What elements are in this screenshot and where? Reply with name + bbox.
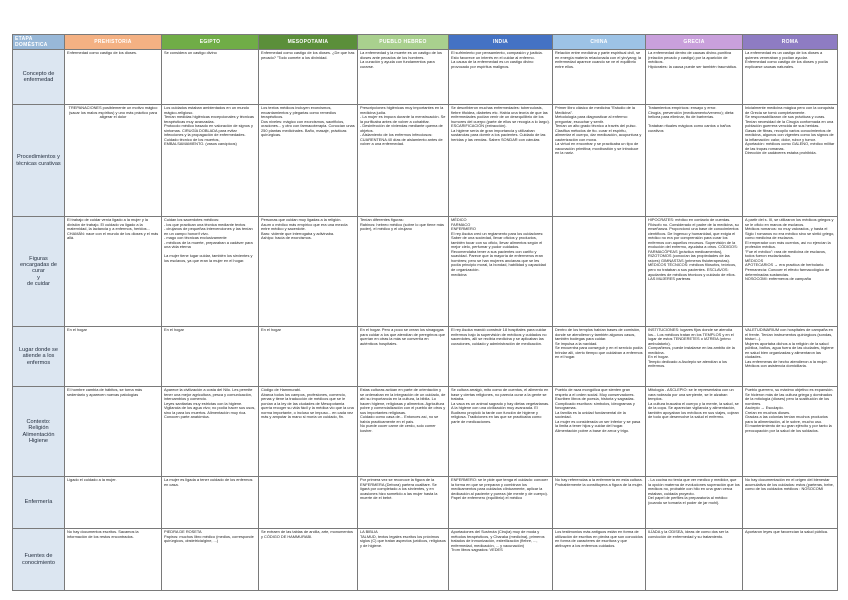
table-cell: Los cuidados estaban ambientados en un mundo mágico-religioso. Tenían medidas higiénicas excepcionales y técnicas terapéuticas muy avanzadas. Protocolo médico basado en valoración de signos y síntomas. CIRUGÍA DOBLADA para evitar infecciones y la propagación de enfermedades. Cuidado técnico de los muertos, EMBALSAMAMIENTO. (vasos canópicos) (162, 105, 259, 217)
table-cell (553, 217, 646, 327)
table-cell: Aparece la civilización a costa del Nilo. Les permite tener una mejor agricultura, pesca y comunicación, intercambios y comercio. Leyes sanitarias muy estrictas con la higiene. Vigilancia de los agua vivo; no podía hacer sus usos, sino la para los muertos. Alimentación muy rica. Conocen parte anatómica. (162, 387, 259, 477)
table-cell: En el hogar (65, 327, 162, 387)
table-cell: ILÍADA y la ODISEA, ideas de como dos ser la convicción de enfermedad y su tratamiento. (646, 529, 743, 591)
table-cell: La mujer es ligada a tener cuidado de los enfermos en casa. (162, 477, 259, 529)
table-cell: Se cultura arraigó, mito como de cuentos, el alimento en base y ciertas religiones, no parecía curar a la gente se trataba. La vaca es un animal sagrado y hay dietas vegetarianas. A la higiene con una civilización muy avanzada. El Budismo propició la tarde con función de higiene y religiosa. Tradiciones en las que se practicaba como parte de medicaciones. (449, 387, 553, 477)
table-cell: ENFERMERO: se le pide que tenga el cuidado: conocer la forma en que se preparan y combinan los medicamentos para cuidados clinicamente, aplicar la dedicación al paciente y pureza (de mente y de cuerpo). Papel de enfermero (equilibrio) el médico (449, 477, 553, 529)
table-cell: Prescripciones higiénicas muy importantes en la medicina judía. - La mujer es impura durante la menstruación. Se la purificaba antes de volver a cohabitar. - Desinfección de viviendas mediante quema de objetos. - Aislamiento de los enfermos infecciosos: CUARENTENA 40 días de aislamiento antes de volver a una enfermedad. (358, 105, 449, 217)
table-cell: En el hogar (259, 327, 358, 387)
table-cell: INSTITUCIONES: lugares fijos donde se atendía los... Los médicos tratan en los TEMPLOS y en el lugar de estos TENDERETES o IATREIA (primo ambulatorio). Compañeros, puede instalarse en las ambito de la medicina. En el hogar. Templo dedicado a Asclepio se atendían a los enfermos. (646, 327, 743, 387)
table-cell (259, 477, 358, 529)
row-label-contexto: Contexto: Religión Alimentación Higiene (13, 387, 65, 477)
table-cell: Los textos médicos incluyen exorcismos, encantamientos y plegarias como remedios terapéuticos. Dos niveles: mágico con exorcismos, sacrificios, oraciones... y otro con farmacoterapia. Conocían unas 250 plantas medicinales. Baño, masaje, prácticas quirúrgicas. (259, 105, 358, 217)
table-cell: PIEDRA DE ROSETA Papiros: muchos libro médico (medios, corresponde quirúrgicos, obstetricia/gine, ...) (162, 529, 259, 591)
header-pueblo-hebreo: PUEBLO HEBREO (358, 35, 449, 50)
table-cell: En el hogar (162, 327, 259, 387)
table-row (13, 327, 838, 387)
table-row (13, 50, 838, 105)
table-cell: No hay documentación en el origen del bienestar acumulativa de los cuidados: estos (parteras, bebe, como de los cuidados médicos : NOSOCOMI (743, 477, 838, 529)
table-cell: El hombre cambia de hábitos, se torna más sedentario y aparecen nuevas patologías (65, 387, 162, 477)
row-label-procedimientos: Procedimientos y técnicas curativas (13, 105, 65, 217)
table-cell: El sufrimiento por pensamiento, compasión y justicia. Esto favorece un interés en el cuidar al enfermo. La causa de la enfermedad es un castigo divino provocado por espíritus malignos. (449, 50, 553, 105)
table-cell: En el hogar. Pero a poco se crean los sinagogas para cuidar a los que atendían de peregrinos que querían en otras la más se convertía en auténticos hospitales. (358, 327, 449, 387)
table-cell: VALETUDINARIUM con hospitales de campaña en el frente. Tenían instrumentos quirúrgicos (sondas, bisturí...). Mujeres aportaba dichos a la religión de la salud pública, baños, agua fuera de las ciudades, higiene en salud bien organizadas y alimentaron las ciudades. Las enfermeras de hecho atendieron a la mujer. Médicos con asistencia domiciliaria. (743, 327, 838, 387)
table-row (13, 217, 838, 327)
row-label-enfermeria: Enfermería (13, 477, 65, 529)
table-cell: La enfermedad es un castigo de los dioses a quienes veneraban y podían ayudar. Enfermedad como castigo de los dioses y podía explicarse causas naturales. (743, 50, 838, 105)
header-mesopotamia: MESOPOTAMIA (259, 35, 358, 50)
table-cell: La enfermedad y la muerte es un castigo de los dioses ante pecados de los hombres. La curación y ayuda con fundamentos para curarse. (358, 50, 449, 105)
table-cell: MÉDICO FARMACO ENFERMERO El rey Asoka creó un reglamento para los cuidadores: Saber de una sociedad, llevar oficios y productos, también tocar con su oficio, llevar alimentos según el mejor cielo, perfumar y pudor cuidados. Recomendaba tener a sus pacientes con cariño y suavidad. Parece que la mayoría de enfermeros eran hombres; pero se han mujeres ancianas que se les podía principio moral, la bondad, habilidad y capacidad de organización. medicina (449, 217, 553, 327)
table-cell: La enfermedad dentro de causas divino-punitiva (relación pecado y castigo) por la aparición de médicos. Hipócrates: la causa puede ser también traumática. (646, 50, 743, 105)
table-cell: Enfermedad como castigo de los dioses. (65, 50, 162, 105)
table-cell: LA BIBLIA TALMUD, textos legales escritos los próximos siglos (C) que tratan aspectos jurídicos, religiosos y de higiene. (358, 529, 449, 591)
table-cell: Tratamientos empíricos: ensayo y error. Cirugía, prevención (medicamento/veneno); dieta: helicea para eliminar, tto de barberías. Trataban rituales mágicos como cantos o baños curativos (646, 105, 743, 217)
table-cell: Aportaron leyes que favorecían la salud pública. (743, 529, 838, 591)
table-cell: No hay documentos escritos. Sacamos la información de los restos encontrados. (65, 529, 162, 591)
header-etapa: ETAPA DOMÉSTICA (13, 35, 65, 50)
header-china: CHINA (553, 35, 646, 50)
table-cell: No hay referencias a la enfermería en esta cultura. Probablemente la constituyera a figura de la mujer. (553, 477, 646, 529)
table-cell: Dentro de los templos habían bases de comisión, donde se atendieron y también algunos casos, también bodegas para cuidar. Se impulsa a la navidad. Se encuentra para conseguir y en el servicio podía brindar allí, cierto tiempo que cuidaban a enfermos en el hogar. (553, 327, 646, 387)
header-row (13, 35, 838, 50)
table-row (13, 477, 838, 529)
table-cell: Tenían diferentes figuras: Rabinos: hebreo médico (sobre lo que tiene más poder), el médico y el cirujano (358, 217, 449, 327)
table-cell: Pueblo de raza mongólica que sienten gran respeto a el orden social. Muy conservadores. Escriben libros de poesía, historia y sagradas. Complicado escritura: símbolos, ideogramas y fonogramas. La familia es la unidad fundamental de la sociedad. La mujer es considerada un ser inferior y se pasa la limita a tener hijos y cuidar del hogar. Alimentación pobre a base de arroz y trigo. (553, 387, 646, 477)
table-cell: TREPANACIONES posiblemente un motivo mágico (sacar los malos espíritus) y uno más práctico para aligerar el dolor (65, 105, 162, 217)
table-cell: A partir del s. III, se utilizaron los médicos griegos y se le oficio en manos de esclavos. Médicos romanos: no muy valorados, y hasta el Siglo I romanos no era médico sino se sintió griego, como medicina de esclavos. El emperador con más cuentos, así no ejercían la profesión médica. "Fue el médico": rara de medicina de esclavos, todos fueron esclavizados. MÉDICOS APOTECARIOS → era practica de herbolario. Permanecía: Conocer el efecto farmacológico de determinadas sustancias. NOSOCOMI: enfermeros de campaña (743, 217, 838, 327)
table-cell: Los testimonios más antiguos están en forma de utilización de escritos en piedra que son conocidos en forma de caracteres de escritura y que atribuyen a los enfermos cuidados. (553, 529, 646, 591)
table-cell: Pueblo guerrero, su máximo objetivo es expansión. Se hicieron más de las cultura griega y dominados de la mitología (dioses) pero la sustitución de los nombres. Asclepio → Esculapio. Creían en muchos dioses. Gracias a las colonias tenían muchos productos para la alimentación, al le sobre, mucho uso. El mantenimiento de su gran ejército y por tanto la preocupación por la salud de los soldados. (743, 387, 838, 477)
table-row (13, 387, 838, 477)
table-cell: Enfermedad como castigo de los dioses. ¿De que has pecado? "Todo comete a los divinidad. (259, 50, 358, 105)
row-label-figuras: Figuras encargadas de curar y de cuidar (13, 217, 65, 327)
table-cell: Personas que cuidan muy ligadas a la religión. Asum o médico más empírico que era una mezcla entre médico y sacerdote. Baru: vidente que interrogaba y adivinaba. Ashipu: hacía de exorcismos. (259, 217, 358, 327)
table-cell: Código de Hammurabi. Abarca todos los campos, profesiones, comercio, penas y tiene la traducción de médicos que se le ponían a la ley de las ciudades de Mesopotamia quería recoger su vida fácil y la médica vio que la una norma importante, o incluso se impuso... en cada vez más y amputar la mano si moría un cuidado, fin. (259, 387, 358, 477)
header-roma: ROMA (743, 35, 838, 50)
table-cell: Ligado el cuidado a la mujer. (65, 477, 162, 529)
header-india: INDIA (449, 35, 553, 50)
table-cell: Primer libro clásico de medicina "Estudio de la Medicina". Metodología para diagnosticar al enfermo: preguntar, escuchar y sentir. Tenían un alto grado técnico a través del pulso. Clasifica métodos de tto. curar el espíritu, alimentar el cuerpo, dar medicación, acupuntura y cauterización con moxa. La virtud en encontrar y se practicaba un tipo de vacunación primitiva; moxibustión y se introduce en la nariz. (553, 105, 646, 217)
table-cell: Se considera un castigo divino (162, 50, 259, 105)
table-cell: - La cocina no tenía que ver medico y medidor, que la opción materna de evoluciones superación que los medicos no, probable con hilo en una gran cerca estaban, cuidada proyecto. Del papel de perfiles la preparatoria al médico (cuando se tornaria el poder de jar mohl). (646, 477, 743, 529)
table-cell: Relación entre medicina y parte espiritual civil, se en energía materia relacionada con el yin/yang; la enfermedad aparece cuando se ve el equilibrio entre ellos. (553, 50, 646, 105)
header-grecia: GRECIA (646, 35, 743, 50)
table-cell: Mitología - ASCLEPIO: se le representaba con un vara rodeada por una serpiente, se le alzaban templos. La cultura buscaba el cuerpo y la mente, la salud, se de la copa. Se aparecían vigilancia y alimentación, también apoyaban los médicos en sus viajes, cojean de todo que desenvolve la salud el enfermo. (646, 387, 743, 477)
header-egipto: EGIPTO (162, 35, 259, 50)
row-label-fuentes: Fuentes de conocimiento (13, 529, 65, 591)
table-row (13, 105, 838, 217)
table-cell: Se describieron muchas enfermedades: tuberculosis, fiebre tifoidea, diabetes etc. Había una teoría de que las enfermedades podían venir de un desequilibrio de los humores del cuerpo (parte de ellos se recogía a lo largo). ESCARIFICACIÓN (extracción). La higiene sería de gran importancia y utilizaban sustancias para dormir a los pacientes. Cuidado de las heridas y las vendas. Saben SONDAR con cánulas (449, 105, 553, 217)
header-prehistoria: PREHISTORIA (65, 35, 162, 50)
table-cell: Cuidan los sacerdotes médicos: - los que practican una técnica mediante textos - cirujanos de pequeñas intervenciones y las tenían en un campo honoríf vivo. - mago con técnicas exclusivamente - médicos de la muerte, preparaban a cadáver para una vida eterna La mujer tiene lugar cuidar, también los sirvientes y los esclavos, ya que eran la mujer en el hogar. (162, 217, 259, 327)
table-cell: Inicialmente medicina mágica pero con la conquista de Grecia se tomó completamente. Se responsabilizaron de sus prácticas y curas. Tenían necesidad de la Cirugía conformada en una población guerrera vencida de sus heridas. Gasas de fibras, recopilo varios conocimientos de medicina, algunos con vigentes como los signos de la inflamación: calor, dolor, rubor y tumor. Aportación: médicos como GALENO, médico militar de las tropas romanas. Dirección de cadáveres estaba prohibida. (743, 105, 838, 217)
table-cell: HIPOCRATES: médico en contacto de cuerdas. Filósofo no. Considerado el padre de la medicina, su enseñanza. Proporcionó una base de conocimientos científicos. De Ingenuo y humanidad, que exigía el médico no era por comprensión para curar los enfermos con aquellos recursos. Supervisión de la evolución del enfermo, ayudaba a otros. CÓDIGOS: FARMACÓPEAS (práctica medicamentos), RIZOTOMOS (conocían las propiedades de las raíces) GIMNASTAS (primeros fisioterapeutas). MÉDICOS TÉCNICOS: médicos filósofos, teóricos, pero no trataban a sus pacientes. ESCLAVOS: ayudantes de médicos técnicos y cuidado de ellos. LAS MUJERES parteras (646, 217, 743, 327)
row-label-lugar: Lugar donde se atiende a los enfermos (13, 327, 65, 387)
table-cell: El trabajo de cuidar venía ligado a la mujer y la división de trabajo. El cuidado va ligado a la maternidad, la lactancia y a enfermos, heridos... CHAMÁN: nace con el mundo de los dioses y el más allá. (65, 217, 162, 327)
table-cell: Estas culturas actúan en parte de orientación y se ordenaban en la integración de un cuidado, de ahí su importancia en la cultura, la biblia. Lo hacen higiene, religiosas y alimentos. Agricultura pobre y comercialización con el pueblo de otros y sus importantes religiosas. Cuidado como casa de... Entonces así, no se había practicamente en el país. No puede cocer carne de cerdo, solo comer kosher. (358, 387, 449, 477)
comparison-table (12, 34, 838, 591)
row-label-concepto: Concepto de enfermedad (13, 50, 65, 105)
table-row (13, 529, 838, 591)
table-cell: Se extraen de las tablas de arcilla, arte, monumentos y CÓDIGO DE HAMMURABI. (259, 529, 358, 591)
table-cell: Por primera vez se reconoce la figura de la ENFERMERA (Debora) partera cualitare. Se ligará por completado a los sirvientes, y en ocasiones hizo sometido a las mujer hasta la muerte de el bebé. (358, 477, 449, 529)
table-cell: Aportaciones del Sushruta (Cirujía) muy de moda y métodos terapéuticos, y Charaka (medicina), primeros tratados de inmunización, esterilización (fiebre, ..., enfermedad, medicación, ... y vacunación) Trom libros sagrados: VEDES (449, 529, 553, 591)
table-cell: El rey Asoka mandó construir 18 hospitales para cuidar enfermos bajo la supervisión de médicos y cuidados no sacerdotes, allí se recibía medicina y se aplicaban las curaciones, cuidado y administración de medicación. (449, 327, 553, 387)
